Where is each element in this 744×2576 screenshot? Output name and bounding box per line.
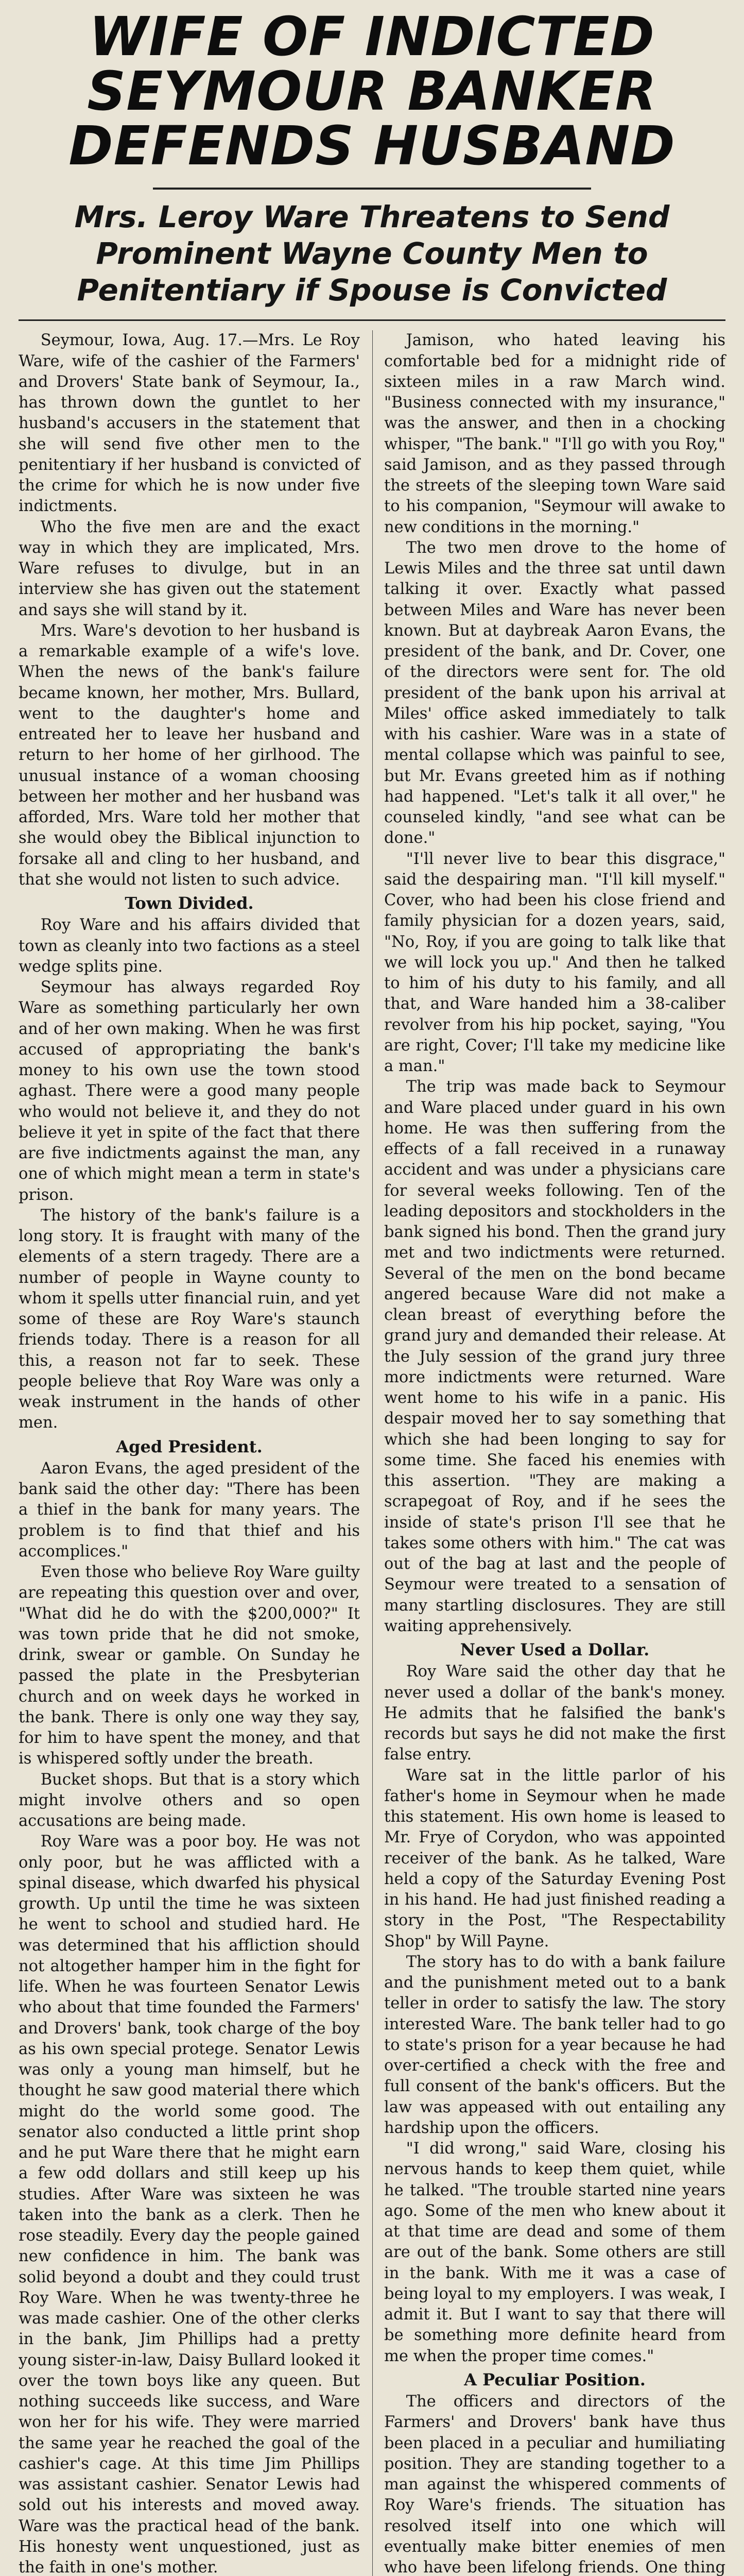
article-paragraph: "I did wrong," said Ware, closing his nervous hands to keep them quiet, while he talked. "The trouble started nine years ago. Some of the men who knew about it at that time are dead and some of them are out of the bank. Some others are still in the bank. With me it was a case of being loyal to my employers. I was weak, I admit it. But I want to say that there will be something more definite heard from me when the proper time comes." <box>384 2140 725 2365</box>
article-paragraph: Bucket shops. But that is a story which might involve others and so open accusations are being made. <box>19 1770 360 1831</box>
article-columns <box>19 330 725 2576</box>
article-paragraph: Aaron Evans, the aged president of the bank said the other day: "There has been a thief in the bank for many years. The problem is to find that thief and his accomplices." <box>19 1459 360 1561</box>
article-paragraph: Roy Ware was a poor boy. He was not only poor, but he was afflicted with a spinal disease, which dwarfed his physical growth. Up until the time he was sixteen he went to school and studied hard. He was determined that his affliction should not altogether hamper him in the fight for life. When he was fourteen Senator Lewis who about that time founded the Farmers' and Drovers' bank, took charge of the boy as his own special protege. Senator Lewis was only a young man himself, but he thought he saw good material there which might do the world some good. The senator also conducted a little print shop and he put Ware there that he might earn a few odd dollars and still keep up his studies. After Ware was sixteen he was taken into the bank as a clerk. Then he rose steadily. Every day the people gained new confidence in him. The bank was solid beyond a doubt and they could trust Roy Ware. When he was twenty-three he was made cashier. One of the other clerks in the bank, Jim Phillips had a pretty young sister-in-law, Daisy Bullard looked it over the town boys like any queen. But nothing succeeds like success, and Ware won her for his wife. They were married the same year he reached the goal of the cashier's cage. At this time Jim Phillips was assistant cashier. Senator Lewis had sold out his interests and moved away. Ware was the practical head of the bank. His honesty went unquestioned, just as the faith in one's mother. <box>19 1833 360 2576</box>
article-paragraph: The history of the bank's failure is a long story. It is fraught with many of the elements of a stern tragedy. There are a number of people in Wayne county to whom it spells utter financial ruin, and yet some of these are Roy Ware's staunch friends today. There is a reason for all this, a reason not far to seek. These people believe that Roy Ware was only a weak instrument in the hands of other men. <box>19 1206 360 1432</box>
article-paragraph: Even those who believe Roy Ware guilty are repeating this question over and over, "What did he do with the $200,000?" It was town pride that he did not smoke, drink, swear or gamble. On Sunday he passed the plate in the Presbyterian church and on week days he worked in the bank. There is only one way they say, for him to have spent the money, and that is whispered softly under the breath. <box>19 1563 360 1768</box>
section-subhead: Aged President. <box>116 1436 263 1456</box>
headline-line-2: SEYMOUR BANKER <box>87 60 657 123</box>
headline <box>19 5 725 178</box>
section-subhead: Never Used a Dollar. <box>460 1640 650 1660</box>
article-paragraph: Mrs. Ware's devotion to her husband is a remarkable example of a wife's love. When the news of the bank's failure became known, her mother, Mrs. Bullard, went to the daughter's home and entreated her to leave her husband and return to her home of her girlhood. The unusual instance of a woman choosing between her mother and her husband was afforded, Mrs. Ware told her mother that she would obey the Biblical injunction to forsake all and cling to her husband, and that she would not listen to such advice. <box>19 621 360 889</box>
article-paragraph: Ware sat in the little parlor of his father's home in Seymour when he made this statement. His own home is leased to Mr. Frye of Corydon, who was appointed receiver of the bank. As he talked, Ware held a copy of the Saturday Evening Post in his hand. He had just finished reading a story in the Post, "The Respectability Shop" by Will Payne. <box>384 1766 725 1951</box>
section-subhead: A Peculiar Position. <box>464 2369 646 2389</box>
article-paragraph: The story has to do with a bank failure and the punishment meted out to a bank teller in order to satisfy the law. The story interested Ware. The bank teller had to go to state's prison for a year because he had over-certified a check with the free and full consent of the bank's officers. But the law was appeased with out entailing any hardship upon the officers. <box>384 1953 725 2137</box>
headline-line-3: DEFENDS HUSBAND <box>68 114 676 178</box>
article-paragraph: The officers and directors of the Farmers' and Drovers' bank have thus been placed in a peculiar and humiliating position. They are standing together to a man against the whispered comments of Roy Ware's friends. The situation has resolved itself into one which will eventually make bitter enemies of men who have been lifelong friends. One thing <box>384 2393 725 2576</box>
right-column <box>372 330 725 2576</box>
article-paragraph: Roy Ware said the other day that he never used a dollar of the bank's money. He admits that he falsified the bank's records but says he did not make the first false entry. <box>384 1663 725 1764</box>
headline-rule <box>153 188 591 190</box>
headline-line-1: WIFE OF INDICTED <box>89 5 655 68</box>
article-paragraph: Who the five men are and the exact way in which they are implicated, Mrs. Ware refuses to divulge, but in an interview she has given out the statement and says she will stand by it. <box>19 518 360 619</box>
article-paragraph: The two men drove to the home of Lewis Miles and the three sat until dawn talking it over. Exactly what passed between Miles and Ware has never been known. But at daybreak Aaron Evans, the president of the bank, and Dr. Cover, one of the directors were sent for. The old president of the bank upon his arrival at Miles' office asked immediately to talk with his cashier. Ware was in a state of mental collapse which was painful to see, but Mr. Evans greeted him as if nothing had happened. "Let's talk it all over," he counseled kindly, "and see what can be done." <box>384 538 725 848</box>
deck-rule <box>19 319 725 321</box>
article-paragraph: Roy Ware and his affairs divided that town as cleanly into two factions as a steel wedge splits pine. <box>19 916 360 976</box>
article-paragraph: "I'll never live to bear this disgrace," said the despairing man. "I'll kill myself." Cover, who had been his close friend and family physician for a dozen years, said, "No, Roy, if you are going to talk like that we will lock you up." And then he talked to him of his duty to his family, and all that, and Ware handed him a 38-caliber revolver from his hip pocket, saying, "You are right, Cover; I'll take my medicine like a man." <box>384 850 725 1076</box>
article-paragraph: Seymour has always regarded Roy Ware as something particularly her own and of her own making. When he was first accused of appropriating the bank's money to his own use the town stood aghast. There were a good many people who would not believe it, and they do not believe it yet in spite of the fact that there are five indictments against the man, any one of which might mean a term in state's prison. <box>19 978 360 1204</box>
article-paragraph: Jamison, who hated leaving his comfortable bed for a midnight ride of sixteen miles in a raw March wind. "Business connected with my insurance," was the answer, and then in a chocking whisper, "The bank." "I'll go with you Roy," said Jamison, and as they passed through the streets of the sleeping town Ware said to his companion, "Seymour will awake to new conditions in the morning." <box>384 331 725 536</box>
article-paragraph: The trip was made back to Seymour and Ware placed under guard in his own home. He was then suffering from the effects of a fall received in a runaway accident and was under a physicians care for several weeks following. Ten of the leading depositors and stockholders in the bank signed his bond. Then the grand jury met and two indictments were returned. Several of the men on the bond became angered because Ware did not make a clean breast of everything before the grand jury and demanded their release. At the July session of the grand jury three more indictments were returned. Ware went home to his wife in a panic. His despair moved her to say something that which she had been longing to say for some time. She faced his enemies with this assertion. "They are making a scrapegoat of Roy, and if he sees the inside of state's prison I'll see that he takes some others with him." The cat was out of the bag at last and the people of Seymour were treated to a sensation of many startling disclosures. They are still waiting apprehensively. <box>384 1078 725 1635</box>
left-column <box>19 330 360 2576</box>
section-subhead: Town Divided. <box>125 893 254 913</box>
article-paragraph: Seymour, Iowa, Aug. 17.—Mrs. Le Roy Ware, wife of the cashier of the Farmers' and Drovers' State bank of Seymour, Ia., has thrown down the guntlet to her husband's accusers in the statement that she will send five other men to the penitentiary if her husband is convicted of the crime for which he is now under five indictments. <box>19 331 360 516</box>
deck-subheadline: Mrs. Leroy Ware Threatens to Send Prominent Wayne County Men to Penitentiary if Spouse is Convicted <box>74 199 670 308</box>
